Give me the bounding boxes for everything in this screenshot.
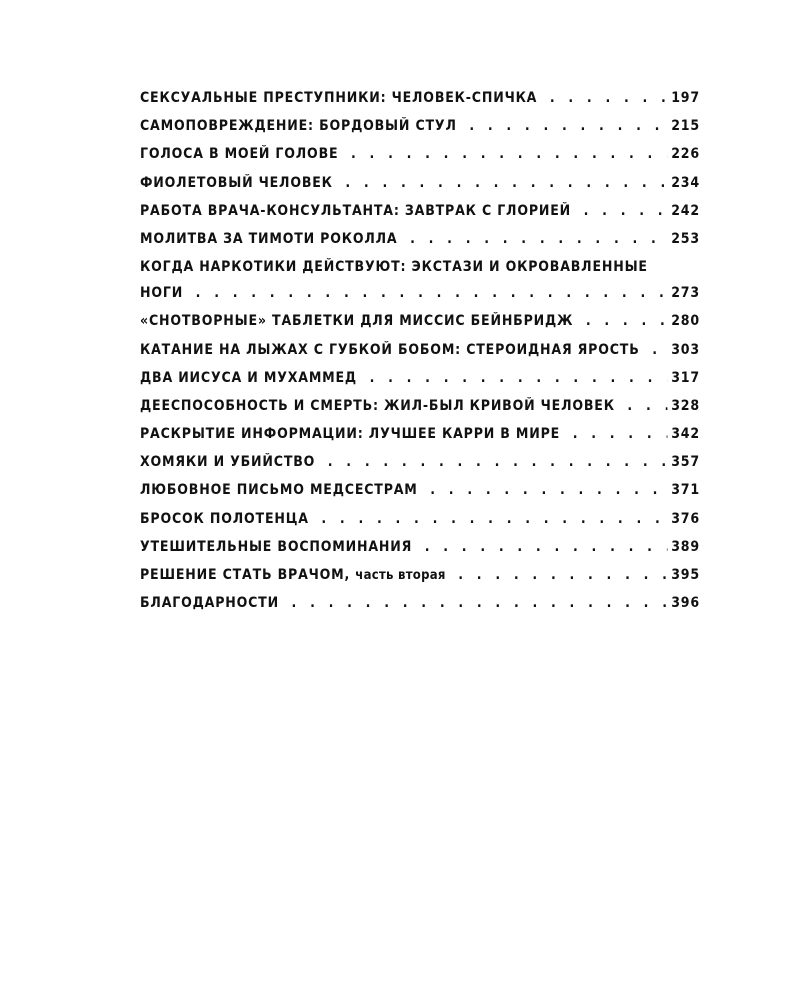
toc-entry-page: 273 [671,285,700,302]
toc-entry-page: 197 [671,90,700,106]
toc-entry [140,567,700,595]
toc-entry [140,285,700,313]
dot-leader [292,595,668,611]
toc-entry [140,313,700,341]
toc-entry-title: ФИОЛЕТОВЫЙ ЧЕЛОВЕК [140,174,333,191]
toc-entry-page: 342 [671,426,700,443]
toc-entry-title-main: РЕШЕНИЕ СТАТЬ ВРАЧОМ, [140,567,351,583]
dot-leader [573,426,668,442]
toc-entry [140,146,700,174]
dot-leader [584,203,668,219]
toc-entry-title: РАСКРЫТИЕ ИНФОРМАЦИИ: ЛУЧШЕЕ КАРРИ В МИРЕ [140,426,561,443]
dot-leader [425,539,668,555]
toc-entry [140,595,700,623]
toc-entry-title: УТЕШИТЕЛЬНЫЕ ВОСПОМИНАНИЯ [140,538,413,555]
toc-entry-page: 389 [671,538,700,555]
toc-entry-title: ДВА ИИСУСА И МУХАММЕД [140,369,357,386]
toc-entry-page: 280 [671,313,700,330]
dot-leader [586,313,668,329]
toc-entry [140,482,700,510]
dot-leader [652,342,667,358]
toc-entry-title: МОЛИТВА ЗА ТИМОТИ РОКОЛЛА [140,230,398,247]
toc-entry-title: РАБОТА ВРАЧА-КОНСУЛЬТАНТА: ЗАВТРАК С ГЛОРИЕЙ [140,202,572,219]
toc-entry-title: САМОПОВРЕЖДЕНИЕ: БОРДОВЫЙ СТУЛ [140,118,457,135]
table-of-contents [140,90,700,623]
toc-entry-page: 395 [671,567,700,583]
dot-leader [410,231,667,247]
toc-entry [140,90,700,118]
dot-leader [430,482,667,498]
toc-entry [140,454,700,482]
toc-entry [140,342,700,370]
toc-entry-title: КОГДА НАРКОТИКИ ДЕЙСТВУЮТ: ЭКСТАЗИ И ОКРОВАВЛЕННЫЕ [140,259,648,276]
toc-entry-page: 303 [671,341,700,358]
toc-entry [140,539,700,567]
toc-entry-title-suffix: часть вторая [355,568,446,583]
toc-entry-title: ГОЛОСА В МОЕЙ ГОЛОВЕ [140,146,339,163]
dot-leader [328,454,668,470]
toc-entry [140,426,700,454]
toc-entry-page: 253 [671,230,700,247]
toc-entry-title [140,567,458,583]
toc-entry [140,231,700,259]
dot-leader [196,285,668,301]
dot-leader [469,118,667,134]
toc-entry-title: ДЕЕСПОСОБНОСТЬ И СМЕРТЬ: ЖИЛ-БЫЛ КРИВОЙ ЧЕЛОВЕК [140,397,615,414]
toc-entry [140,175,700,203]
toc-entry-page: 371 [671,482,700,499]
toc-entry-title: ЛЮБОВНОЕ ПИСЬМО МЕДСЕСТРАМ [140,482,418,499]
toc-entry [140,118,700,146]
toc-entry [140,398,700,426]
toc-entry-page: 242 [671,202,700,219]
toc-entry [140,203,700,231]
toc-entry-page: 215 [671,118,700,135]
dot-leader [458,567,667,583]
toc-entry-title: СЕКСУАЛЬНЫЕ ПРЕСТУПНИКИ: ЧЕЛОВЕК-СПИЧКА [140,90,538,106]
toc-entry-page: 357 [671,454,700,471]
toc-entry-page: 226 [671,146,700,163]
toc-entry-title-first-line [140,259,700,285]
toc-entry-page: 376 [671,510,700,527]
toc-entry-page: 234 [671,174,700,191]
toc-entry-page: 328 [671,397,700,414]
dot-leader [345,175,667,191]
toc-entry [140,370,700,398]
dot-leader [321,511,667,527]
dot-leader [370,370,668,386]
toc-entry-page: 317 [671,369,700,386]
toc-entry-title: ХОМЯКИ И УБИЙСТВО [140,454,316,471]
dot-leader [351,146,668,162]
toc-entry-page: 396 [671,595,700,612]
toc-entry-title: БЛАГОДАРНОСТИ [140,595,279,612]
dot-leader [627,398,667,414]
toc-entry-title: КАТАНИЕ НА ЛЫЖАХ С ГУБКОЙ БОБОМ: СТЕРОИДНАЯ ЯРОСТЬ [140,341,640,358]
dot-leader [550,90,668,106]
toc-entry-title: «СНОТВОРНЫЕ» ТАБЛЕТКИ ДЛЯ МИССИС БЕЙНБРИДЖ [140,313,574,330]
toc-entry-title-continued: НОГИ [140,285,184,302]
toc-entry [140,511,700,539]
toc-entry-title: БРОСОК ПОЛОТЕНЦА [140,510,309,527]
